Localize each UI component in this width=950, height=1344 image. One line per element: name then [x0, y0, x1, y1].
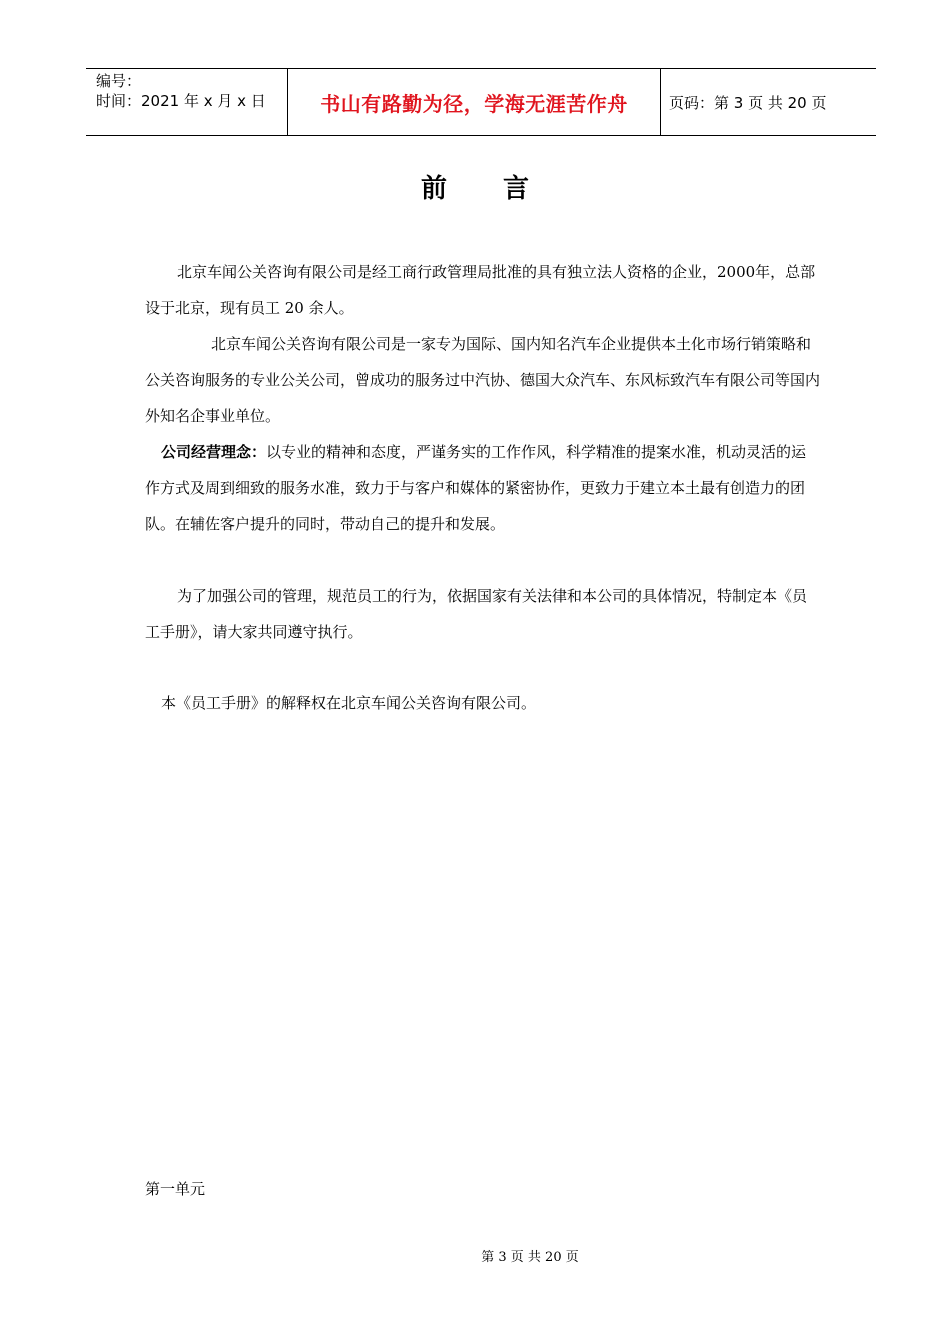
number-label: 编号： — [96, 72, 142, 90]
paragraph-rights: 本《员工手册》的解释权在北京车闻公关咨询有限公司。 — [161, 694, 537, 712]
page-header — [86, 68, 876, 136]
unit-label: 第一单元 — [145, 1180, 206, 1198]
document-title: 前言 — [420, 174, 585, 204]
philosophy-lead: 公司经营理念： — [161, 443, 267, 461]
header-motto: 书山有路勤为径，学海无涯苦作舟 — [288, 69, 661, 135]
paragraph-purpose: 为了加强公司的管理，规范员工的行为，依据国家有关法律和本公司的具体情况，特制定本《员工手册》，请大家共同遵守执行。 — [145, 587, 808, 641]
header-page-info: 页码：第 3 页 共 20 页 — [669, 93, 827, 112]
time-label: 时间：2021 年 x 月 x 日 — [96, 92, 266, 110]
paragraph-services: 北京车闻公关咨询有限公司是一家专为国际、国内知名汽车企业提供本土化市场行销策略和公关咨询服务的专业公关公司，曾成功的服务过中汽协、德国大众汽车、东风标致汽车有限公司等国内外知名企事业单位。 — [145, 335, 821, 425]
paragraph-philosophy: 公司经营理念：以专业的精神和态度，严谨务实的工作作风，科学精准的提案水准，机动灵活的运作方式及周到细致的服务水准，致力于与客户和媒体的紧密协作，更致力于建立本土最有创造力的团队。在辅佐客户提升的同时，带动自己的提升和发展。 — [145, 443, 807, 533]
header-meta — [86, 69, 288, 135]
page-footer: 第 3 页 共 20 页 — [481, 1250, 579, 1265]
paragraph-intro: 北京车闻公关咨询有限公司是经工商行政管理局批准的具有独立法人资格的企业，2000年，总部设于北京，现有员工 20 余人。 — [145, 263, 816, 317]
